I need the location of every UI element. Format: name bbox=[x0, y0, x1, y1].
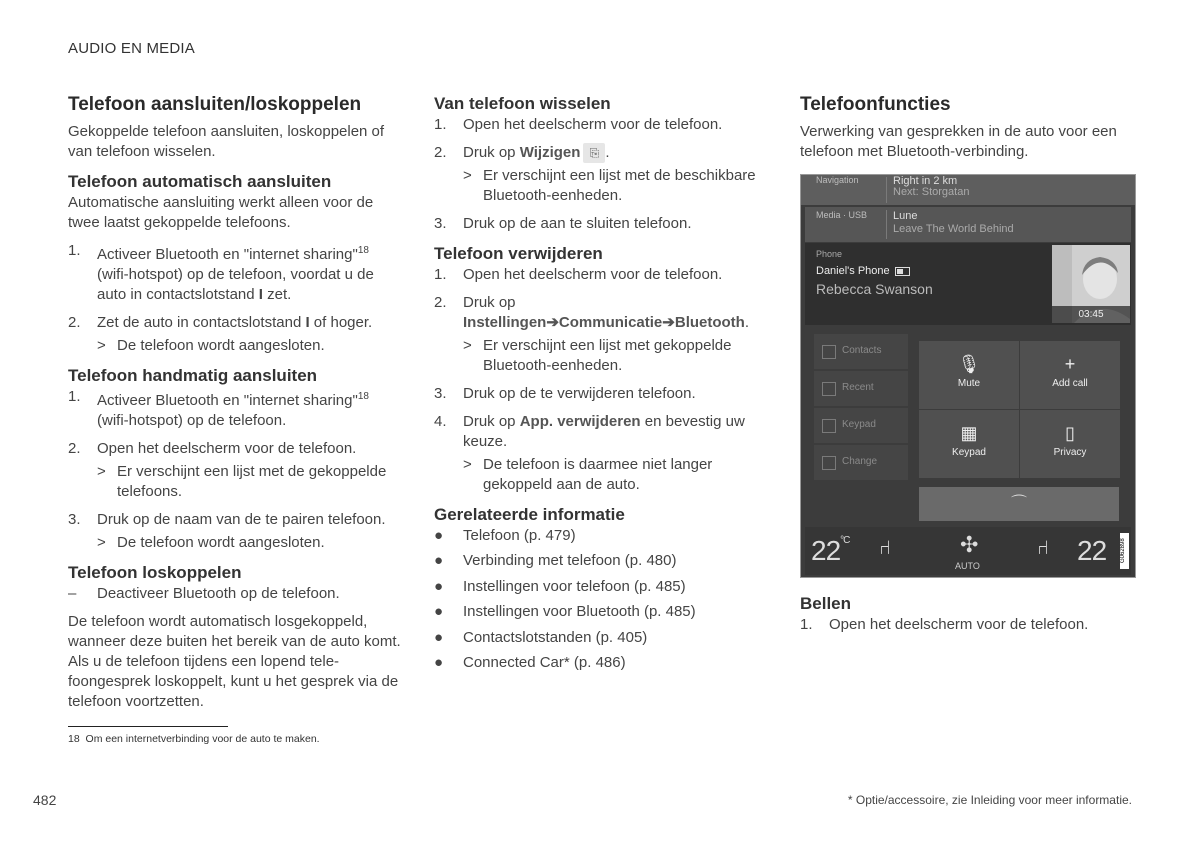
plus-icon: + bbox=[1064, 354, 1076, 374]
step-result: > Er verschijnt een lijst met de gekoppelde telefoons. bbox=[97, 463, 387, 500]
subheading-related-info: Gerelateerde informatie bbox=[434, 505, 625, 525]
switch-phone-icon: ⎘ bbox=[583, 143, 605, 163]
switch-phone-steps bbox=[434, 115, 764, 234]
climate-auto-label: AUTO bbox=[955, 561, 980, 571]
end-call-icon: ⌒ bbox=[1010, 495, 1027, 512]
temperature-left[interactable]: $22^{^\circ C}$ bbox=[811, 535, 850, 566]
subheading-switch-phone: Van telefoon wisselen bbox=[434, 94, 611, 113]
disconnect-item: – Deactiveer Bluetooth op de telefoon. bbox=[68, 585, 340, 602]
related-link[interactable]: ● Verbinding met telefoon (p. 480) bbox=[434, 552, 677, 570]
related-link[interactable]: ● Telefoon (p. 479) bbox=[434, 527, 576, 545]
phone-handset-icon: ▯ bbox=[1065, 423, 1075, 443]
step: 4. Druk op App. verwijderen en bevestig uw keuze. > De telefoon is daarmee niet langer gekoppeld aan de auto. bbox=[434, 412, 764, 495]
privacy-button[interactable]: ▯ Privacy bbox=[1020, 410, 1120, 478]
end-call-button[interactable] bbox=[919, 487, 1119, 521]
auto-connect-text: Automatische aansluiting werkt alleen voor de twee laatst gekoppelde telefoons. bbox=[68, 194, 374, 231]
disconnect-text: De telefoon wordt automatisch losgekoppeld, wanneer deze buiten het bereik van de auto komt. Als u de telefoon tijdens een lopend tele-foongesprek loskoppelt, kunt u het gesprek via de telefoon voortzetten. bbox=[68, 613, 401, 710]
add-call-button[interactable]: + Add call bbox=[1020, 341, 1120, 409]
column-3 bbox=[800, 94, 1135, 162]
navigation-tile: Navigation Right in 2 km Next: Storgatan bbox=[801, 175, 1135, 205]
step: 1. Activeer Bluetooth en "internet sharing"$^{18}$ (wifi-hotspot) op de telefoon. bbox=[68, 388, 369, 429]
step-result: > Er verschijnt een lijst met gekoppelde Bluetooth-eenheden. bbox=[463, 337, 732, 375]
step: 3. Druk op de te verwijderen telefoon. bbox=[434, 385, 696, 403]
related-link[interactable]: ● Connected Car* (p. 486) bbox=[434, 653, 626, 671]
caller-name: Rebecca Swanson bbox=[816, 281, 933, 297]
section-title: Telefoonfuncties bbox=[800, 94, 951, 115]
related-links bbox=[434, 526, 764, 673]
device-name: Daniel's Phone bbox=[816, 265, 910, 277]
step: 1. Activeer Bluetooth en "internet sharing"$^{18}$ (wifi-hotspot) op de telefoon, voordat u de auto in contactslotstand I zet. bbox=[68, 242, 374, 303]
footer-note: * Optie/accessoire, zie Inleiding voor meer informatie. bbox=[847, 793, 1132, 807]
step: 2. Druk op Instellingen➔Communicatie➔Bluetooth. > Er verschijnt een lijst met gekoppelde Bluetooth-eenheden. bbox=[434, 293, 764, 376]
step: 1. Open het deelscherm voor de telefoon. bbox=[434, 266, 723, 284]
section-intro: Verwerking van gesprekken in de auto voor een telefoon met Bluetooth-verbinding. bbox=[800, 123, 1117, 160]
step-result: > De telefoon wordt aangesloten. bbox=[97, 534, 325, 551]
section-header: AUDIO EN MEDIA bbox=[68, 40, 195, 57]
step-result: > De telefoon wordt aangesloten. bbox=[97, 337, 325, 354]
related-link[interactable]: ● Contactslotstanden (p. 405) bbox=[434, 628, 648, 646]
step-result: > Er verschijnt een lijst met de beschikbare Bluetooth-eenheden. bbox=[463, 167, 756, 205]
temperature-right[interactable]: 22 bbox=[1077, 535, 1107, 566]
page-number: 482 bbox=[33, 792, 57, 808]
section-intro: Gekoppelde telefoon aansluiten, loskoppelen of van telefoon wisselen. bbox=[68, 123, 385, 160]
subheading-call: Bellen bbox=[800, 594, 852, 613]
footnote: 18 Om een internetverbinding voor de auto te maken. bbox=[68, 733, 320, 745]
manual-connect-steps bbox=[68, 387, 403, 553]
side-item-change[interactable]: Change bbox=[814, 445, 908, 480]
step: 3. Druk op de aan te sluiten telefoon. bbox=[434, 215, 692, 233]
step: 1. Open het deelscherm voor de telefoon. bbox=[800, 616, 1089, 633]
center-display-illustration bbox=[800, 174, 1136, 578]
column-2 bbox=[434, 94, 764, 678]
step: 2. Open het deelscherm voor de telefoon. > Er verschijnt een lijst met de gekoppelde telefoons. bbox=[68, 439, 403, 502]
subheading-disconnect: Telefoon loskoppelen bbox=[68, 563, 242, 582]
remove-phone-steps bbox=[434, 265, 764, 495]
subheading-auto-connect: Telefoon automatisch aansluiten bbox=[68, 172, 332, 191]
footnote-divider bbox=[68, 726, 228, 727]
seat-icon[interactable]: ⑁ bbox=[879, 537, 891, 559]
image-code: G062898 bbox=[1120, 533, 1129, 569]
step-result: > De telefoon is daarmee niet langer gekoppeld aan de auto. bbox=[463, 456, 713, 494]
subheading-remove-phone: Telefoon verwijderen bbox=[434, 244, 603, 264]
side-item-recent[interactable]: Recent bbox=[814, 371, 908, 406]
side-item-contacts[interactable]: Contacts bbox=[814, 334, 908, 369]
related-link[interactable]: ● Instellingen voor Bluetooth (p. 485) bbox=[434, 603, 696, 621]
step: 2. Druk op Wijzigen ⎘ . > Er verschijnt een lijst met de beschikbare Bluetooth-eenheden. bbox=[434, 143, 764, 206]
microphone-icon: 🎙 bbox=[957, 354, 981, 374]
keypad-button[interactable]: ▦ Keypad bbox=[919, 410, 1019, 478]
arrow-icon: ➔ bbox=[662, 314, 675, 332]
climate-bar bbox=[805, 527, 1131, 575]
call-timer: 03:45 bbox=[1052, 306, 1130, 323]
seat-icon[interactable]: ⑁ bbox=[1037, 537, 1049, 559]
step: 3. Druk op de naam van de te pairen telefoon. > De telefoon wordt aangesloten. bbox=[68, 510, 403, 553]
phone-tile: Phone Daniel's Phone Rebecca Swanson 03:45 bbox=[805, 243, 1131, 325]
side-item-keypad[interactable]: Keypad bbox=[814, 408, 908, 443]
caller-photo bbox=[1052, 245, 1130, 323]
fan-icon[interactable]: ✣ bbox=[960, 532, 979, 557]
subheading-manual-connect: Telefoon handmatig aansluiten bbox=[68, 366, 318, 385]
media-tile: Media · USB Lune Leave The World Behind bbox=[805, 207, 1131, 242]
arrow-icon: ➔ bbox=[546, 314, 559, 332]
related-link[interactable]: ● Instellingen voor telefoon (p. 485) bbox=[434, 577, 686, 595]
battery-icon bbox=[895, 267, 910, 276]
step: 1. Open het deelscherm voor de telefoon. bbox=[434, 116, 723, 133]
mute-button[interactable]: 🎙 Mute bbox=[919, 341, 1019, 409]
keypad-icon: ▦ bbox=[960, 423, 978, 443]
column-1 bbox=[68, 94, 403, 712]
auto-connect-steps bbox=[68, 241, 403, 356]
section-title: Telefoon aansluiten/loskoppelen bbox=[68, 94, 362, 115]
call-section bbox=[800, 594, 1135, 635]
step: 2. Zet de auto in contactslotstand I of hoger. > De telefoon wordt aangesloten. bbox=[68, 313, 403, 356]
